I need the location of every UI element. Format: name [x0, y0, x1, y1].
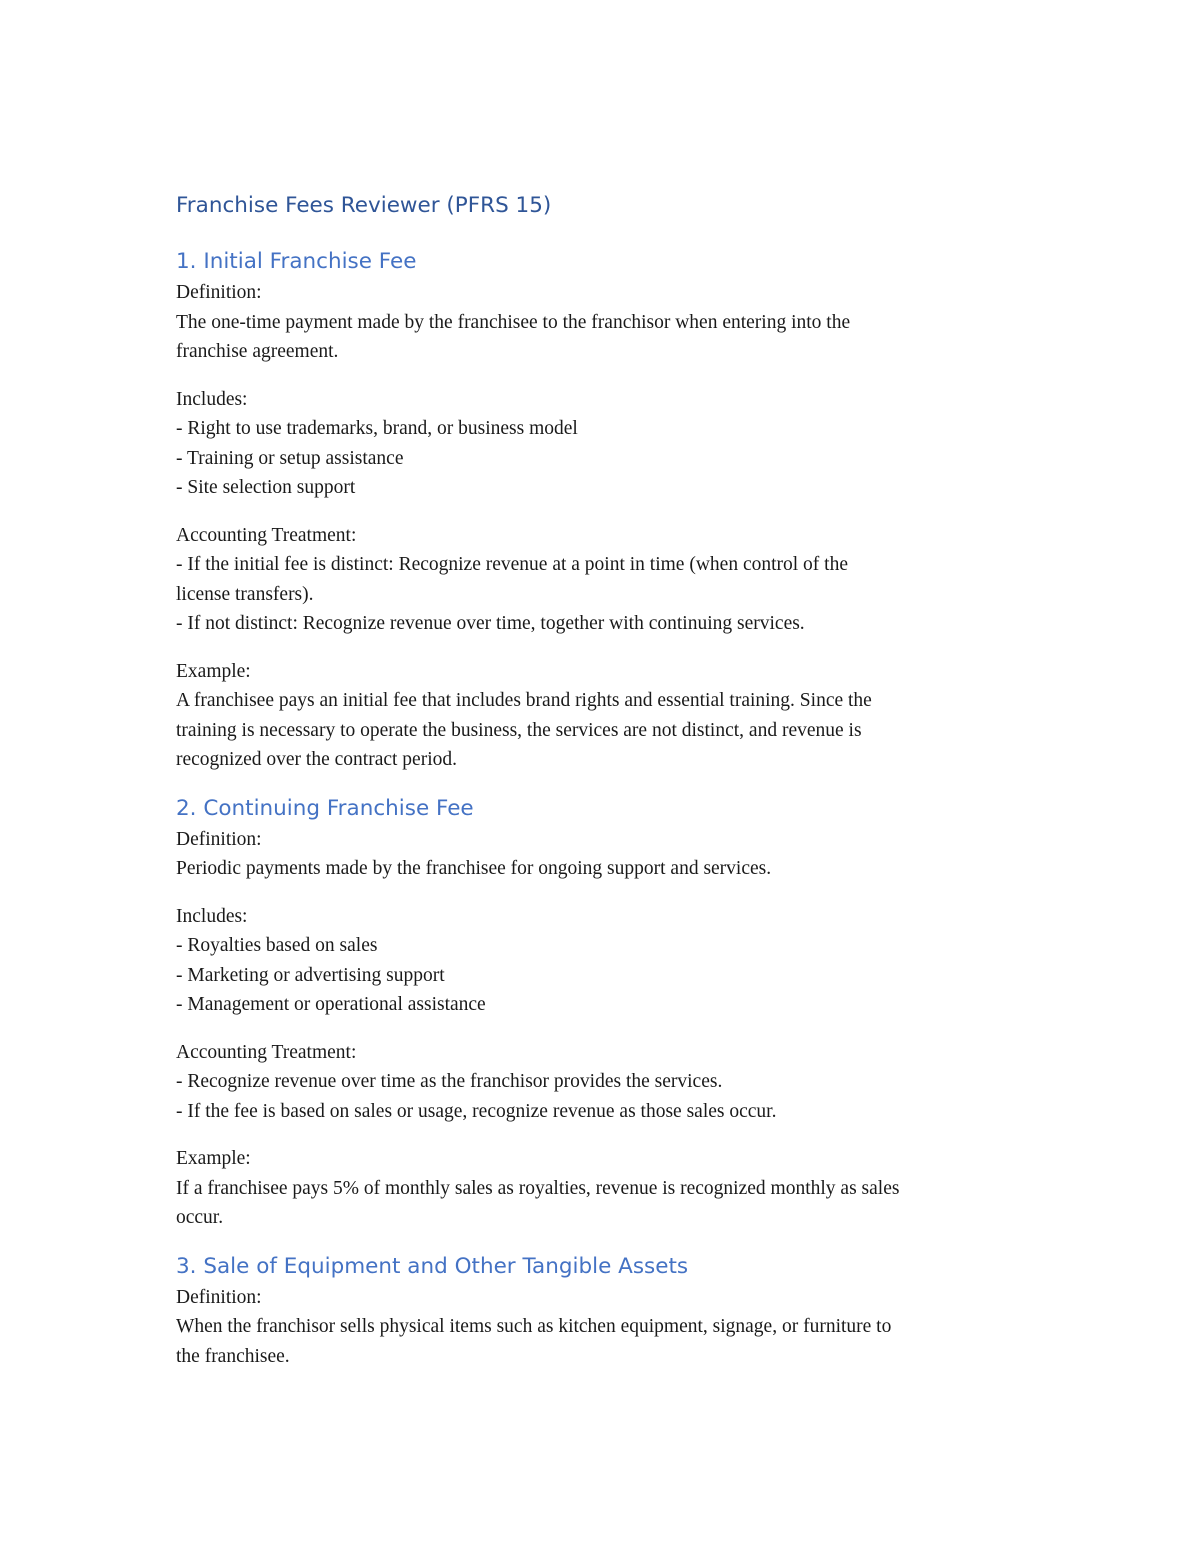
treatment-text: - If the fee is based on sales or usage, recognize revenue as those sales occur.: [176, 1100, 777, 1122]
spacer: [176, 775, 1036, 793]
includes-item: - Royalties based on sales: [176, 935, 378, 956]
section-sale-of-equipment: [176, 1251, 1036, 1372]
treatment-label: Accounting Treatment:: [176, 524, 357, 546]
treatment-text: license transfers).: [176, 583, 314, 605]
includes-item: - Training or setup assistance: [176, 447, 404, 469]
example-block: [176, 657, 1036, 775]
treatment-block: [176, 1038, 1036, 1127]
example-text: occur.: [176, 1207, 224, 1228]
document-page: [176, 190, 1036, 1371]
section-heading: 3. Sale of Equipment and Other Tangible Assets: [176, 1253, 689, 1279]
example-text: A franchisee pays an initial fee that includes brand rights and essential training. Since the: [176, 690, 872, 711]
treatment-text: - If the initial fee is distinct: Recognize revenue at a point in time (when control of the: [176, 554, 848, 575]
spacer: [176, 222, 1036, 246]
section-initial-franchise-fee: [176, 246, 1036, 775]
section-heading: 2. Continuing Franchise Fee: [176, 795, 474, 821]
section-continuing-franchise-fee: [176, 793, 1036, 1233]
example-block: [176, 1144, 1036, 1233]
definition-label: Definition:: [176, 828, 262, 850]
definition-label: Definition:: [176, 282, 262, 303]
definition-text: Periodic payments made by the franchisee for ongoing support and services.: [176, 858, 772, 879]
treatment-block: [176, 521, 1036, 639]
example-label: Example:: [176, 660, 251, 682]
treatment-text: - If not distinct: Recognize revenue over time, together with continuing services.: [176, 613, 805, 634]
example-text: If a franchisee pays 5% of monthly sales as royalties, revenue is recognized monthly as sales: [176, 1177, 900, 1199]
section-heading: 1. Initial Franchise Fee: [176, 249, 417, 274]
definition-text: The one-time payment made by the franchisee to the franchisor when entering into the: [176, 311, 851, 333]
includes-item: - Right to use trademarks, brand, or business model: [176, 418, 578, 439]
includes-item: - Management or operational assistance: [176, 994, 486, 1015]
spacer: [176, 1233, 1036, 1251]
document-title: Franchise Fees Reviewer (PFRS 15): [176, 193, 552, 218]
treatment-label: Accounting Treatment:: [176, 1041, 357, 1063]
example-label: Example:: [176, 1148, 251, 1169]
definition-text: When the franchisor sells physical items such as kitchen equipment, signage, or furniture to: [176, 1316, 892, 1337]
includes-item: - Marketing or advertising support: [176, 964, 445, 986]
includes-label: Includes:: [176, 388, 248, 410]
definition-label: Definition:: [176, 1286, 262, 1308]
example-text: recognized over the contract period.: [176, 749, 457, 770]
treatment-text: - Recognize revenue over time as the franchisor provides the services.: [176, 1071, 723, 1092]
includes-block: [176, 902, 1036, 1020]
includes-label: Includes:: [176, 905, 248, 927]
definition-text: franchise agreement.: [176, 341, 339, 362]
example-text: training is necessary to operate the business, the services are not distinct, and revenue is: [176, 719, 862, 741]
includes-block: [176, 385, 1036, 503]
definition-text: the franchisee.: [176, 1345, 290, 1367]
includes-item: - Site selection support: [176, 477, 356, 498]
